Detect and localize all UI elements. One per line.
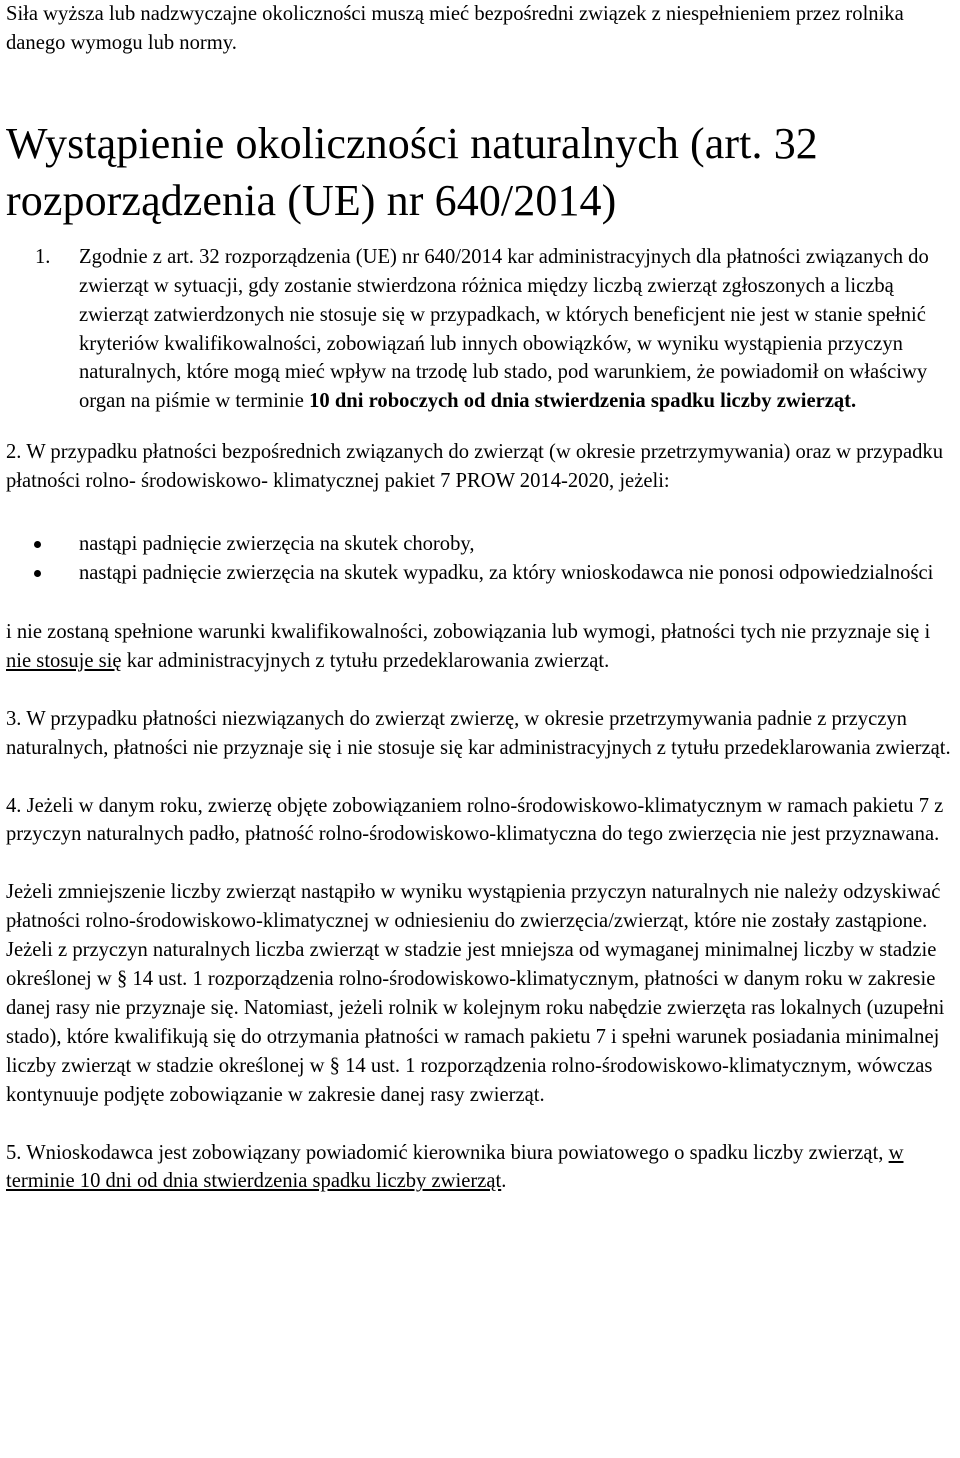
bullet-dot-icon [34,541,41,548]
item5-before: 5. Wnioskodawca jest zobowiązany powiadomić kierownika biura powiatowego o spadku liczby zwierząt, [6,1141,889,1164]
bullet-list [6,530,958,588]
after-list-underlined: nie stosuje się [6,649,122,672]
list-item-1 [6,243,958,416]
item5-after: . [501,1170,507,1193]
paragraph-item-3: 3. W przypadku płatności niezwiązanych do zwierząt zwierzę, w okresie przetrzymywania padnie z przyczyn naturalnych, płatności nie przyznaje się i nie stosuje się kar administracyjnych z tytułu przedeklarowania zwierząt. [6,707,951,759]
document-page [6,0,958,1196]
paragraph-item-5 [6,1139,958,1197]
after-list-after: kar administracyjnych z tytułu przedeklarowania zwierząt. [121,649,610,672]
after-list-paragraph [6,618,958,676]
item5-underlined-deadline: w terminie 10 dni od dnia stwierdzenia spadku liczby zwierząt [6,1141,904,1193]
section-heading: Wystąpienie okoliczności naturalnych (art. 32 rozporządzenia (UE) nr 640/2014) [6,118,818,225]
bullet-item-2 [6,559,958,588]
bullet-item-1 [6,530,958,559]
after-list-before: i nie zostaną spełnione warunki kwalifikowalności, zobowiązania lub wymogi, płatności tych nie przyznaje się i [6,620,931,643]
item1-text: Zgodnie z art. 32 rozporządzenia (UE) nr 640/2014 kar administracyjnych dla płatności związanych do zwierząt w sytuacji, gdy zostanie stwierdzona różnica między liczbą zwierząt zgłoszonych a liczbą zwierząt zatwierdzonych nie stosuje się w przypadkach, w których beneficjent nie jest w stanie spełnić kryteriów kwalifikowalności, zobowiązań lub innych obowiązków, w wyniku wystąpienia przyczyn naturalnych, które mogą mieć wpływ na trzodę lub stado, pod warunkiem, że powiadomił on właściwy organ na piśmie w terminie [79,245,929,413]
intro-paragraph: Siła wyższa lub nadzwyczajne okoliczności muszą mieć bezpośredni związek z niespełnieniem przez rolnika danego wymogu lub normy. [6,3,904,54]
item1-bold-deadline: 10 dni roboczych od dnia stwierdzenia spadku liczby zwierząt. [309,390,857,413]
bullet-text-1: nastąpi padnięcie zwierzęcia na skutek choroby, [79,533,475,556]
paragraph-item-2: 2. W przypadku płatności bezpośrednich związanych do zwierząt (w okresie przetrzymywania) oraz w przypadku płatności rolno- środowiskowo- klimatycznej pakiet 7 PROW 2014-2020, jeżeli: [6,441,944,493]
list-number-1: 1. [35,245,51,268]
bullet-dot-icon [34,570,41,577]
bullet-text-2: nastąpi padnięcie zwierzęcia na skutek wypadku, za który wnioskodawca nie ponosi odpowiedzialności [79,561,934,584]
paragraph-item-4: 4. Jeżeli w danym roku, zwierzę objęte zobowiązaniem rolno-środowiskowo-klimatycznym w ramach pakietu 7 z przyczyn naturalnych padło, płatność rolno-środowiskowo-klimatyczna do tego zwierzęcia nie jest przyznawana. [6,794,944,846]
paragraph-natural-decrease: Jeżeli zmniejszenie liczby zwierząt nastąpiło w wyniku wystąpienia przyczyn naturalnych nie należy odzyskiwać płatności rolno-środowiskowo-klimatycznej w odniesieniu do zwierzęcia/zwierząt, które nie zostały zastąpione. Jeżeli z przyczyn naturalnych liczba zwierząt w stadzie jest mniejsza od wymaganej minimalnej liczby w stadzie określonej w § 14 ust. 1 rozporządzenia rolno-środowiskowo-klimatycznym, płatności w danym roku w zakresie danej rasy nie przyznaje się. Natomiast, jeżeli rolnik w kolejnym roku nabędzie zwierzęta ras lokalnych (uzupełni stado), które kwalifikują się do otrzymania płatności w ramach pakietu 7 i spełni warunek posiadania minimalnej liczby zwierząt w stadzie określonej w § 14 ust. 1 rozporządzenia rolno-środowiskowo-klimatycznym, wówczas kontynuuje podjęte zobowiązanie w zakresie danej rasy zwierząt. [6,881,945,1106]
